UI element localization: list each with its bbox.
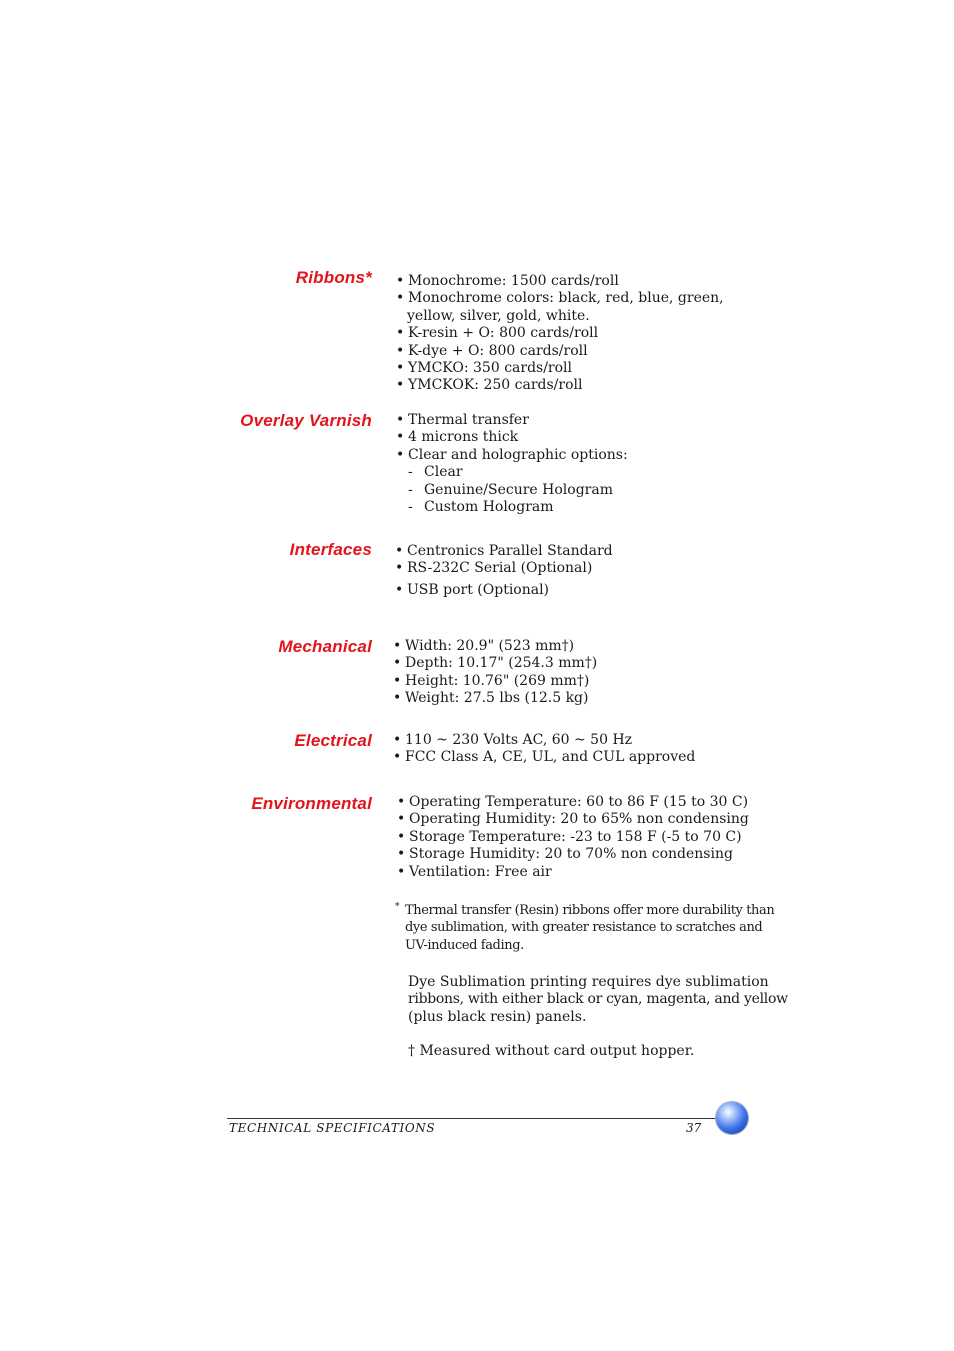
note-line: dye sublimation, with greater resistance to scratches and (405, 920, 763, 936)
note-line: UV-induced fading. (405, 937, 524, 953)
resin-footnote (395, 902, 775, 954)
list-item: - Clear (396, 464, 628, 481)
list-item: yellow, silver, gold, white. (407, 307, 590, 324)
note-line: Dye Sublimation printing requires dye sublimation (408, 974, 769, 990)
list-item: - Custom Hologram (396, 499, 628, 516)
list-item: • RS-232C Serial (Optional) (395, 560, 613, 577)
ribbons-heading: Ribbons* (295, 268, 372, 287)
list-item: • Operating Humidity: 20 to 65% non condensing (397, 811, 749, 828)
measurement-note: † Measured without card output hopper. (408, 1043, 695, 1059)
list-item: • K-dye + O: 800 cards/roll (396, 343, 724, 360)
environmental-heading: Environmental (251, 794, 372, 813)
list-item: • Monochrome: 1500 cards/roll (396, 273, 724, 290)
note-line: (plus black resin) panels. (408, 1008, 587, 1025)
interfaces-heading: Interfaces (289, 540, 372, 559)
electrical-heading: Electrical (294, 731, 372, 750)
overlay-varnish-heading: Overlay Varnish (240, 411, 372, 430)
ribbons-list (396, 273, 724, 395)
environmental-list (397, 794, 749, 881)
mechanical-list (393, 638, 597, 708)
list-item: • Weight: 27.5 lbs (12.5 kg) (393, 690, 597, 707)
footer-title: TECHNICAL SPECIFICATIONS (229, 1121, 436, 1135)
list-item: - Genuine/Secure Hologram (396, 482, 628, 499)
electrical-list (393, 732, 695, 767)
note-line: ribbons, with either black or cyan, magenta, and yellow (408, 991, 788, 1008)
note-line: Thermal transfer (Resin) ribbons offer more durability than (405, 903, 775, 918)
list-item: • Centronics Parallel Standard (395, 543, 613, 560)
footer-rule (227, 1118, 727, 1119)
page-number: 37 (686, 1121, 702, 1135)
list-item: • Monochrome colors: black, red, blue, green, (396, 290, 724, 307)
list-item: • YMCKO: 350 cards/roll (396, 360, 724, 377)
list-item: • Width: 20.9" (523 mm†) (393, 638, 597, 655)
list-item: • 4 microns thick (396, 429, 628, 446)
list-item: • Thermal transfer (396, 412, 628, 429)
list-item: • K-resin + O: 800 cards/roll (396, 325, 724, 342)
list-item: • USB port (Optional) (395, 582, 613, 599)
list-item: • Clear and holographic options: (396, 447, 628, 464)
list-item: • Operating Temperature: 60 to 86 F (15 to 30 C) (397, 794, 749, 811)
interfaces-list (395, 543, 613, 599)
mechanical-heading: Mechanical (278, 637, 372, 656)
dye-sublimation-note (408, 974, 788, 1026)
list-item: • Storage Temperature: -23 to 158 F (-5 to 70 C) (397, 829, 749, 846)
footnote-star: * (395, 902, 400, 912)
list-item: • FCC Class A, CE, UL, and CUL approved (393, 749, 695, 766)
list-item: • 110 ~ 230 Volts AC, 60 ~ 50 Hz (393, 732, 695, 749)
list-item: • Ventilation: Free air (397, 864, 749, 881)
list-item: • Depth: 10.17" (254.3 mm†) (393, 655, 597, 672)
overlay-varnish-list (396, 412, 628, 516)
list-item: • Storage Humidity: 20 to 70% non condensing (397, 846, 749, 863)
list-item: • Height: 10.76" (269 mm†) (393, 673, 597, 690)
list-item: • YMCKOK: 250 cards/roll (396, 377, 724, 394)
globe-icon (716, 1102, 748, 1134)
